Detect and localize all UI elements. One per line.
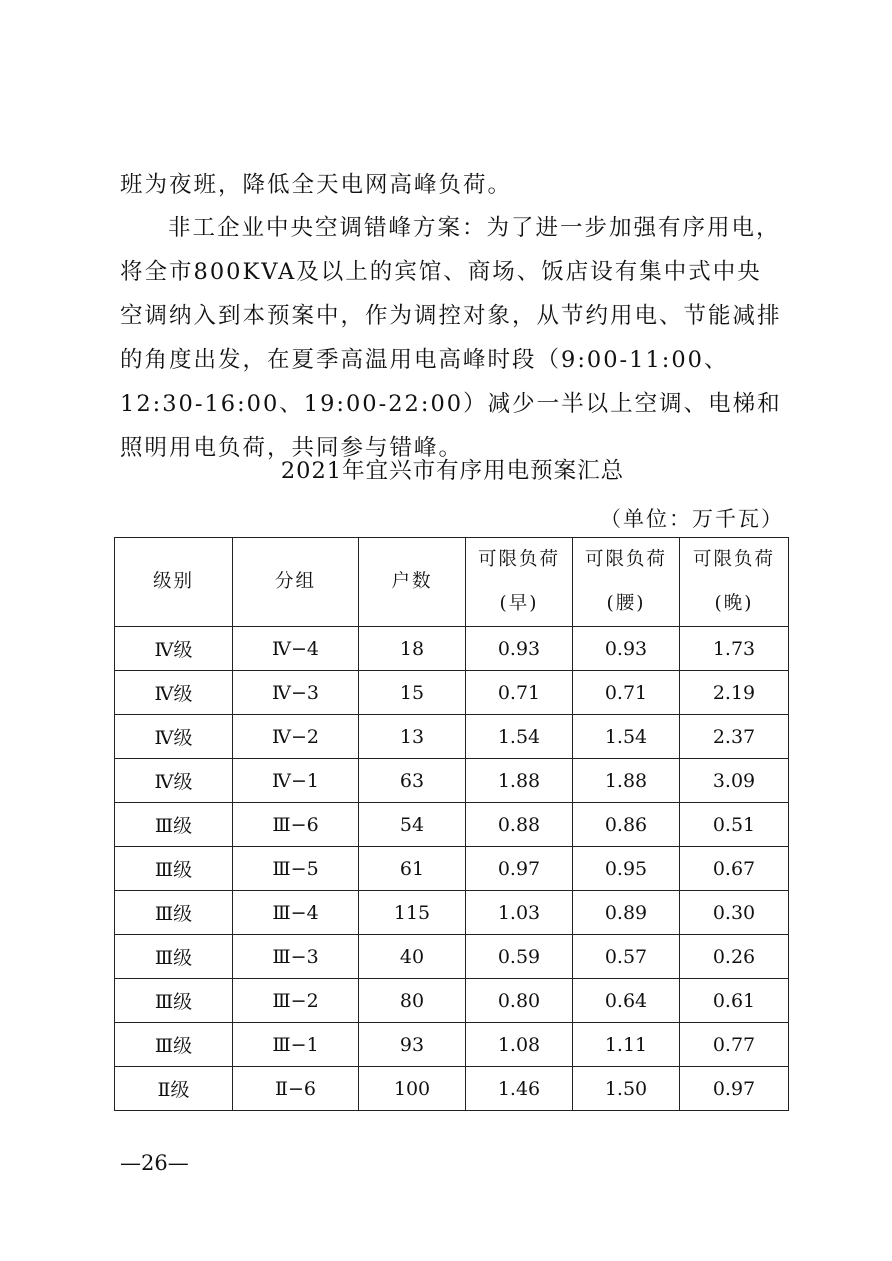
cell-group: Ⅲ−4 (233, 891, 359, 935)
cell-count: 63 (359, 759, 466, 803)
cell-load-midday: 0.95 (573, 847, 680, 891)
cell-load-morning: 0.93 (466, 627, 573, 671)
cell-load-midday: 1.11 (573, 1023, 680, 1067)
cell-count: 93 (359, 1023, 466, 1067)
cell-load-morning: 1.88 (466, 759, 573, 803)
cell-load-evening: 1.73 (680, 627, 789, 671)
header-load-morning-line1: 可限负荷 (477, 549, 560, 570)
cell-level: Ⅲ级 (115, 935, 233, 979)
cell-group: Ⅳ−4 (233, 627, 359, 671)
header-load-morning-line2: (早) (499, 593, 539, 614)
cell-load-midday: 0.89 (573, 891, 680, 935)
cell-level: Ⅲ级 (115, 979, 233, 1023)
cell-group: Ⅲ−2 (233, 979, 359, 1023)
header-count-label: 户数 (391, 571, 433, 592)
cell-load-morning: 1.03 (466, 891, 573, 935)
header-load-evening-line1: 可限负荷 (692, 549, 775, 570)
header-load-midday (573, 538, 680, 627)
cell-load-morning: 0.97 (466, 847, 573, 891)
table-row (115, 627, 789, 671)
cell-count: 100 (359, 1067, 466, 1111)
cell-group: Ⅲ−5 (233, 847, 359, 891)
header-level (115, 538, 233, 627)
cell-load-evening: 0.30 (680, 891, 789, 935)
summary-table (114, 537, 789, 1111)
cell-count: 18 (359, 627, 466, 671)
cell-count: 115 (359, 891, 466, 935)
header-load-evening (680, 538, 789, 627)
cell-load-evening: 0.97 (680, 1067, 789, 1111)
cell-load-midday: 0.71 (573, 671, 680, 715)
header-load-midday-line2: (腰) (606, 593, 646, 614)
cell-load-morning: 1.08 (466, 1023, 573, 1067)
cell-load-midday: 1.88 (573, 759, 680, 803)
cell-count: 40 (359, 935, 466, 979)
cell-count: 61 (359, 847, 466, 891)
cell-load-evening: 0.61 (680, 979, 789, 1023)
cell-load-midday: 0.93 (573, 627, 680, 671)
table-header-row (115, 538, 789, 627)
table-row (115, 1067, 789, 1111)
cell-load-evening: 0.67 (680, 847, 789, 891)
cell-load-evening: 2.37 (680, 715, 789, 759)
header-level-label: 级别 (152, 571, 194, 592)
table-row (115, 935, 789, 979)
header-load-morning (466, 538, 573, 627)
cell-load-morning: 1.46 (466, 1067, 573, 1111)
table-row (115, 671, 789, 715)
header-group (233, 538, 359, 627)
cell-load-morning: 0.80 (466, 979, 573, 1023)
cell-load-morning: 1.54 (466, 715, 573, 759)
cell-load-midday: 0.57 (573, 935, 680, 979)
cell-load-evening: 3.09 (680, 759, 789, 803)
cell-count: 80 (359, 979, 466, 1023)
cell-group: Ⅲ−6 (233, 803, 359, 847)
cell-load-morning: 0.88 (466, 803, 573, 847)
header-load-midday-line1: 可限负荷 (584, 549, 667, 570)
paragraph-central-ac-plan-text: 非工企业中央空调错峰方案：为了进一步加强有序用电，将全市800KVA及以上的宾馆、商场、饭店设有集中式中央空调纳入到本预案中，作为调控对象，从节约用电、节能减排的角度出发，在夏季高温用电高峰时段（9:00-11:00、12:30-16:00、19:00-22:00）减少一半以上空调、电梯和照明用电负荷，共同参与错峰。 (120, 215, 782, 461)
paragraph-central-ac-plan (120, 206, 785, 470)
header-count (359, 538, 466, 627)
unit-note: （单位：万千瓦） (600, 507, 784, 531)
header-group-label: 分组 (274, 571, 316, 592)
cell-group: Ⅲ−3 (233, 935, 359, 979)
cell-load-evening: 0.26 (680, 935, 789, 979)
cell-count: 13 (359, 715, 466, 759)
cell-load-morning: 0.71 (466, 671, 573, 715)
cell-level: Ⅱ级 (115, 1067, 233, 1111)
table-row (115, 803, 789, 847)
table-row (115, 847, 789, 891)
cell-load-evening: 0.77 (680, 1023, 789, 1067)
table-row (115, 1023, 789, 1067)
cell-load-midday: 1.50 (573, 1067, 680, 1111)
table-row (115, 979, 789, 1023)
table-row (115, 891, 789, 935)
cell-group: Ⅱ−6 (233, 1067, 359, 1111)
cell-load-evening: 0.51 (680, 803, 789, 847)
cell-level: Ⅳ级 (115, 715, 233, 759)
cell-level: Ⅲ级 (115, 891, 233, 935)
cell-load-midday: 0.86 (573, 803, 680, 847)
cell-level: Ⅲ级 (115, 847, 233, 891)
table-row (115, 759, 789, 803)
cell-level: Ⅲ级 (115, 1023, 233, 1067)
cell-level: Ⅲ级 (115, 803, 233, 847)
table-title: 2021年宜兴市有序用电预案汇总 (280, 458, 625, 484)
cell-group: Ⅳ−1 (233, 759, 359, 803)
cell-group: Ⅳ−3 (233, 671, 359, 715)
cell-group: Ⅲ−1 (233, 1023, 359, 1067)
table-row (115, 715, 789, 759)
cell-load-evening: 2.19 (680, 671, 789, 715)
cell-count: 15 (359, 671, 466, 715)
cell-level: Ⅳ级 (115, 759, 233, 803)
cell-count: 54 (359, 803, 466, 847)
header-load-evening-line2: (晚) (714, 593, 754, 614)
cell-level: Ⅳ级 (115, 627, 233, 671)
cell-load-midday: 1.54 (573, 715, 680, 759)
cell-group: Ⅳ−2 (233, 715, 359, 759)
cell-load-morning: 0.59 (466, 935, 573, 979)
cell-level: Ⅳ级 (115, 671, 233, 715)
cell-load-midday: 0.64 (573, 979, 680, 1023)
page-number: —26— (120, 1151, 189, 1175)
paragraph-continuation: 班为夜班，降低全天电网高峰负荷。 (120, 172, 513, 198)
